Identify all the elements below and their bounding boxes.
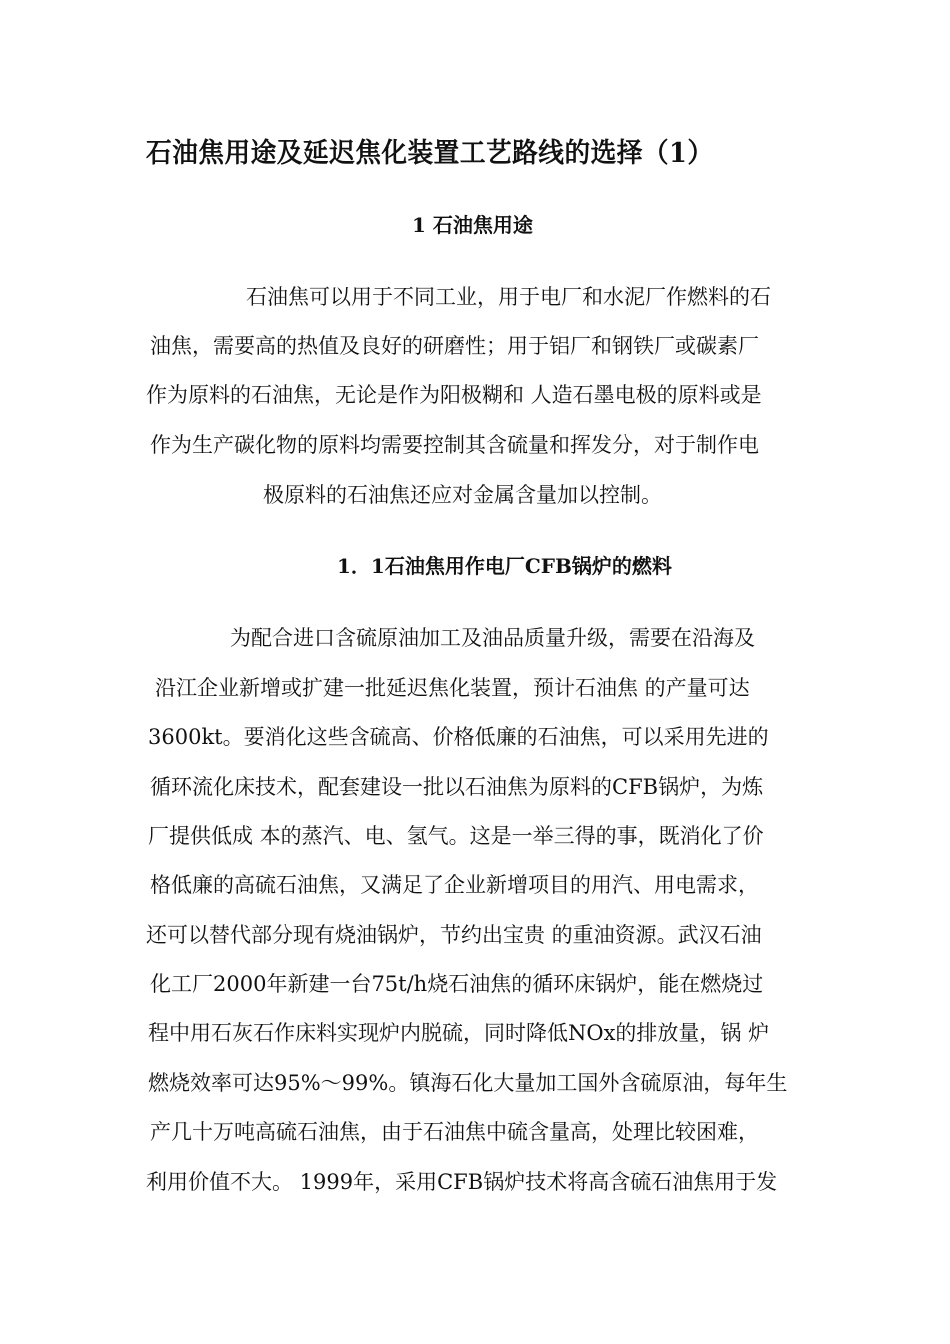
paragraph-line: 石油焦可以用于不同工业，用于电厂和水泥厂作燃料的石 bbox=[246, 285, 771, 309]
paragraph-line: 程中用石灰石作床料实现炉内脱硫，同时降低NOx的排放量，锅 炉 bbox=[148, 1021, 770, 1045]
paragraph-line: 油焦，需要高的热值及良好的研磨性；用于铝厂和钢铁厂或碳素厂 bbox=[150, 334, 759, 358]
document-title: 石油焦用途及延迟焦化装置工艺路线的选择（1） bbox=[146, 138, 714, 169]
paragraph-line: 为配合进口含硫原油加工及油品质量升级，需要在沿海及 bbox=[230, 626, 755, 650]
paragraph-line: 作为生产碳化物的原料均需要控制其含硫量和挥发分，对于制作电 bbox=[150, 433, 759, 457]
paragraph-line: 厂提供低成 本的蒸汽、电、氢气。这是一举三得的事，既消化了价 bbox=[148, 824, 764, 848]
paragraph-line: 还可以替代部分现有烧油锅炉，节约出宝贵 的重油资源。武汉石油 bbox=[146, 923, 762, 947]
paragraph-line: 沿江企业新增或扩建一批延迟焦化装置，预计石油焦 的产量可达 bbox=[155, 676, 750, 700]
paragraph-line: 利用价值不大。 1999年，采用CFB锅炉技术将高含硫石油焦用于发 bbox=[146, 1170, 778, 1194]
paragraph-line: 格低廉的高硫石油焦，又满足了企业新增项目的用汽、用电需求， bbox=[150, 873, 759, 897]
paragraph-line: 作为原料的石油焦，无论是作为阳极糊和 人造石墨电极的原料或是 bbox=[146, 383, 762, 407]
paragraph-line: 3600kt。要消化这些含硫高、价格低廉的石油焦，可以采用先进的 bbox=[148, 725, 769, 749]
section-heading-1: 1 石油焦用途 bbox=[412, 213, 533, 237]
paragraph-line: 燃烧效率可达95%～99%。镇海石化大量加工国外含硫原油，每年生 bbox=[148, 1071, 788, 1095]
paragraph-line: 产几十万吨高硫石油焦，由于石油焦中硫含量高，处理比较困难， bbox=[150, 1120, 759, 1144]
paragraph-line: 极原料的石油焦还应对金属含量加以控制。 bbox=[263, 483, 662, 507]
section-heading-1-1: 1．1石油焦用作电厂CFB锅炉的燃料 bbox=[337, 554, 672, 578]
paragraph-line: 循环流化床技术，配套建设一批以石油焦为原料的CFB锅炉，为炼 bbox=[150, 775, 764, 799]
paragraph-line: 化工厂2000年新建一台75t/h烧石油焦的循环床锅炉，能在燃烧过 bbox=[150, 972, 764, 996]
